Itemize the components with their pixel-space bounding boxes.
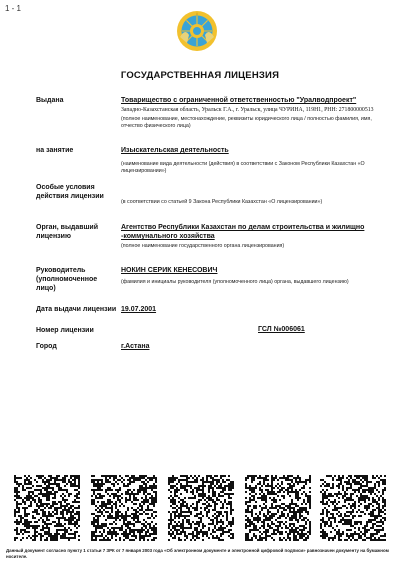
qr-code-strip bbox=[14, 475, 386, 543]
authority-note: (полное наименование государственного органа лицензирования) bbox=[121, 243, 285, 249]
issued-to-label: Выдана bbox=[36, 97, 64, 104]
issue-date-label: Дата выдачи лицензии bbox=[36, 306, 117, 313]
head-note: (фамилия и инициалы руководителя (уполномоченного лица) органа, выдавшего лицензию) bbox=[121, 279, 349, 285]
head-value: НОКИН СЕРИК КЕНЕСОВИЧ bbox=[121, 267, 218, 274]
qr-code-1 bbox=[14, 475, 80, 543]
activity-note: (наименование вида деятельности (действия) в соответствии с Законом Республики Казахстан «О лицензировании») bbox=[121, 161, 365, 174]
authority-label: Орган, выдавший лицензию bbox=[36, 224, 99, 240]
issued-to-note: (полное наименование, местонахождение, реквизиты юридического лица / полностью фамилия, имя, отчество физического лица) bbox=[121, 116, 372, 129]
qr-code-2 bbox=[91, 475, 157, 543]
activity-label: на занятие bbox=[36, 147, 74, 154]
qr-code-4 bbox=[245, 475, 311, 543]
issue-date-value: 19.07.2001 bbox=[121, 306, 157, 313]
activity-value: Изыскательская деятельность bbox=[121, 147, 229, 154]
legal-footer: Данный документ согласно пункту 1 статьи 7 ЗРК от 7 января 2003 года «Об электронном документе и электронной цифровой подписи» равнозначен документу на бумажном носителе. bbox=[6, 548, 389, 559]
document-title: ГОСУДАРСТВЕННАЯ ЛИЦЕНЗИЯ bbox=[120, 70, 280, 81]
city-label: Город bbox=[36, 343, 57, 350]
issued-to-value: Товарищество с ограниченной ответственностью "Уралводпроект" bbox=[121, 97, 357, 104]
head-label: Руководитель (уполномоченное лицо) bbox=[36, 267, 98, 292]
license-number-value: ГСЛ №006061 bbox=[258, 326, 305, 333]
issued-to-address: Западно-Казахстанская область, Уральск Г.А., г. Уральск, улица ЧУРИНА, 119Н1, РНН: 271800000513 bbox=[121, 107, 374, 113]
city-value: г.Астана bbox=[121, 343, 150, 350]
special-conditions-note: (в соответствии со статьей 9 Закона Республики Казахстан «О лицензировании») bbox=[121, 199, 323, 205]
qr-code-3 bbox=[168, 475, 234, 543]
page-number: 1 - 1 bbox=[5, 4, 22, 13]
special-conditions-label: Особые условия действия лицензии bbox=[36, 184, 104, 200]
license-number-label: Номер лицензии bbox=[36, 327, 94, 334]
qr-code-5 bbox=[320, 475, 386, 543]
state-emblem-icon bbox=[176, 10, 218, 52]
authority-value: Агентство Республики Казахстан по делам строительства и жилищно -коммунального хозяйства bbox=[121, 224, 365, 240]
